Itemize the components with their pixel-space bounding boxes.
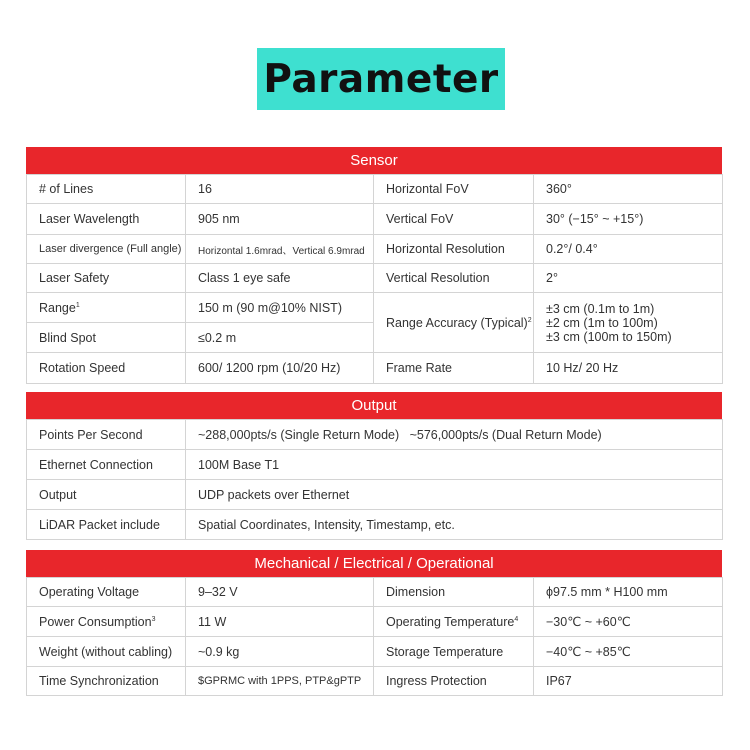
param-value: 600/ 1200 rpm (10/20 Hz) <box>186 353 374 384</box>
param-label <box>374 293 534 353</box>
page-title-text: Parameter <box>263 56 499 102</box>
range-accuracy-line: ±3 cm (0.1m to 1m) <box>546 301 655 316</box>
output-header: Output <box>26 392 722 419</box>
table-row <box>27 420 723 450</box>
param-value: 150 m (90 m@10% NIST) <box>186 293 374 323</box>
param-label <box>374 607 534 637</box>
param-label: Ethernet Connection <box>27 450 186 480</box>
param-label: Weight (without cabling) <box>27 637 186 667</box>
table-row <box>27 578 723 607</box>
range-accuracy-line: ±2 cm (1m to 100m) <box>546 315 658 330</box>
param-value: 100M Base T1 <box>186 450 723 480</box>
param-label: Rotation Speed <box>27 353 186 384</box>
param-label <box>27 607 186 637</box>
param-label: Horizontal Resolution <box>374 235 534 264</box>
param-label: Points Per Second <box>27 420 186 450</box>
sensor-table <box>26 174 723 384</box>
param-label: Frame Rate <box>374 353 534 384</box>
param-value: 16 <box>186 175 374 204</box>
param-label <box>27 293 186 323</box>
param-label: Blind Spot <box>27 323 186 353</box>
param-value: 2° <box>534 264 723 293</box>
param-value: 0.2°/ 0.4° <box>534 235 723 264</box>
mechanical-section <box>26 550 722 696</box>
footnote-marker: 1 <box>75 301 80 309</box>
table-row <box>27 353 723 384</box>
param-value: ≤0.2 m <box>186 323 374 353</box>
power-label: Power Consumption <box>39 614 152 629</box>
sensor-header: Sensor <box>26 147 722 174</box>
param-label: Ingress Protection <box>374 667 534 696</box>
table-row <box>27 204 723 235</box>
table-row <box>27 264 723 293</box>
param-label: Output <box>27 480 186 510</box>
table-row <box>27 450 723 480</box>
table-row <box>27 510 723 540</box>
footnote-marker: 4 <box>514 615 519 623</box>
param-value: 30° (−15° ~ +15°) <box>534 204 723 235</box>
param-label: Vertical Resolution <box>374 264 534 293</box>
footnote-marker: 3 <box>151 615 156 623</box>
param-value: IP67 <box>534 667 723 696</box>
table-row <box>27 175 723 204</box>
operating-temp-label: Operating Temperature <box>386 614 515 629</box>
table-row <box>27 293 723 323</box>
table-row <box>27 667 723 696</box>
output-table <box>26 419 723 540</box>
param-value: −40℃ ~ +85℃ <box>534 637 723 667</box>
param-value <box>534 293 723 353</box>
param-value: 10 Hz/ 20 Hz <box>534 353 723 384</box>
param-label: Laser Safety <box>27 264 186 293</box>
param-value: Class 1 eye safe <box>186 264 374 293</box>
footnote-marker: 2 <box>527 316 532 324</box>
param-value: $GPRMC with 1PPS, PTP&gPTP <box>186 667 374 696</box>
table-row <box>27 607 723 637</box>
page-title <box>257 48 505 110</box>
param-label: Operating Voltage <box>27 578 186 607</box>
param-label: Laser Wavelength <box>27 204 186 235</box>
mechanical-header: Mechanical / Electrical / Operational <box>26 550 722 577</box>
param-value: Horizontal 1.6mrad、Vertical 6.9mrad <box>186 235 374 264</box>
range-accuracy-label: Range Accuracy (Typical) <box>386 315 528 330</box>
param-label: Dimension <box>374 578 534 607</box>
table-row <box>27 480 723 510</box>
param-value: ϕ97.5 mm * H100 mm <box>534 578 723 607</box>
param-label: Laser divergence (Full angle) <box>27 235 186 264</box>
param-value: 9–32 V <box>186 578 374 607</box>
table-row <box>27 637 723 667</box>
param-label: Time Synchronization <box>27 667 186 696</box>
sensor-section <box>26 147 722 384</box>
param-label: Vertical FoV <box>374 204 534 235</box>
range-label: Range <box>39 300 76 315</box>
param-value: UDP packets over Ethernet <box>186 480 723 510</box>
param-value: 11 W <box>186 607 374 637</box>
mechanical-table <box>26 577 723 696</box>
param-label: LiDAR Packet include <box>27 510 186 540</box>
param-value: −30℃ ~ +60℃ <box>534 607 723 637</box>
table-row <box>27 235 723 264</box>
param-value: ~288,000pts/s (Single Return Mode) ~576,000pts/s (Dual Return Mode) <box>186 420 723 450</box>
param-label: Storage Temperature <box>374 637 534 667</box>
param-label: Horizontal FoV <box>374 175 534 204</box>
param-value: 905 nm <box>186 204 374 235</box>
param-value: ~0.9 kg <box>186 637 374 667</box>
param-label: # of Lines <box>27 175 186 204</box>
range-accuracy-line: ±3 cm (100m to 150m) <box>546 329 672 344</box>
param-value: 360° <box>534 175 723 204</box>
param-value: Spatial Coordinates, Intensity, Timestamp, etc. <box>186 510 723 540</box>
output-section <box>26 392 722 540</box>
